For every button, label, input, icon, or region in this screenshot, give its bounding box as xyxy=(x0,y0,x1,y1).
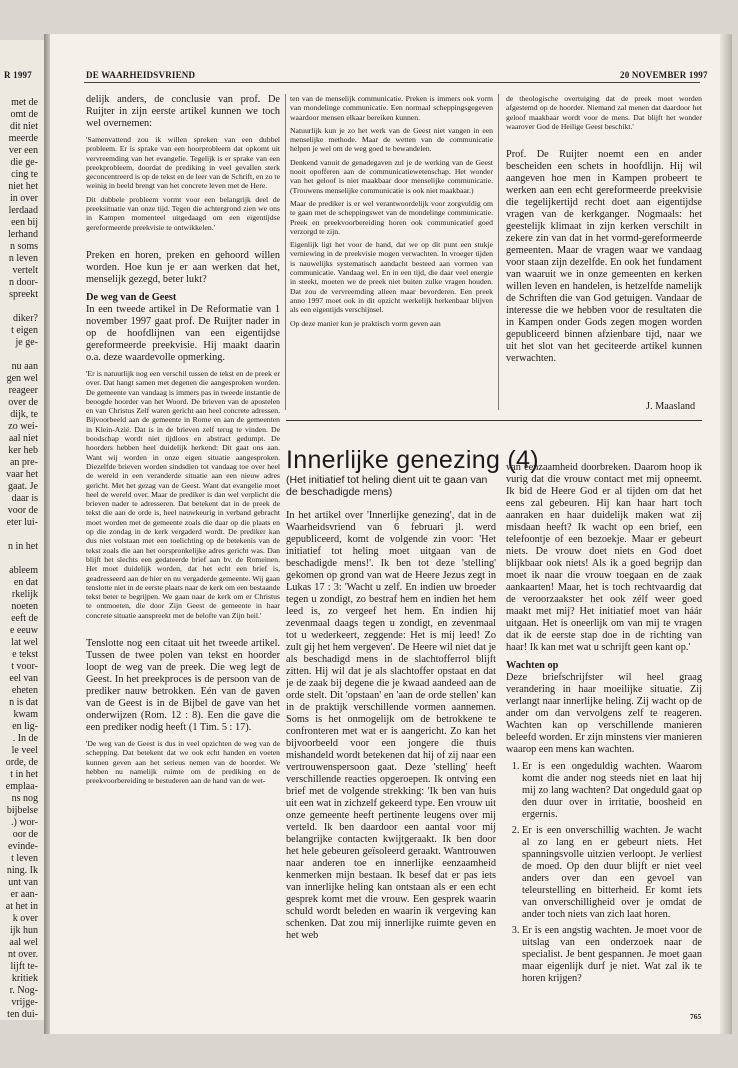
previous-page-line: orde, de xyxy=(5,757,38,768)
previous-page-line: k over xyxy=(12,913,38,924)
previous-page-line: le veel xyxy=(11,745,38,756)
page-edge xyxy=(720,34,732,1034)
col2-quote-para4: Maar de prediker is er wel verantwoordelijk voor zorgvuldig om te gaan met de scheppingswet van de mondelinge communicatie. Preek en preekvoorbereiding horen ook communicatief goed verzorgd te zijn. xyxy=(290,198,493,236)
previous-page-line: evinde- xyxy=(8,841,38,852)
previous-page-line: rkelijk xyxy=(11,589,38,600)
col3-quote-end: de theologische overtuiging dat de preek moet worden afgestemd op de hoorder. Niemand zal menen dat daardoor het geloof maakbaar wordt voor de mens. Dat blijft het wonder waarover God de Heilige Geest beschikt.' xyxy=(506,94,702,131)
previous-page-line: aal niet xyxy=(8,433,38,444)
previous-page-line: ning. Ik xyxy=(6,865,38,876)
column-2-top xyxy=(290,94,493,412)
previous-page-line: vrijge- xyxy=(11,997,38,1008)
previous-page-line: unt van xyxy=(8,877,38,888)
previous-page-line: dijk, te xyxy=(10,409,38,420)
previous-page-line: t voor- xyxy=(11,661,38,672)
previous-page-line: lerhand xyxy=(8,229,38,240)
column-divider-2 xyxy=(498,94,499,410)
previous-page-line: nt over. xyxy=(8,949,38,960)
col1-quote1-para2: Dit dubbele probleem vormt voor een belangrijk deel de preeksituatie van onze tijd. Tegen die achtergrond zien we ons in Kampen momenteel uitgedaagd om een eigentijdse gereformeerde preekvisie te ontwikkelen.' xyxy=(86,194,280,232)
previous-page-line: ten dui- xyxy=(7,1009,38,1020)
article2-paragraph-3: Deze briefschrijfster wil heel graag verandering in haar moeilijke situatie. Zij verlangt naar innerlijke heling. Zij wacht op de ander om dan vervolgens zelf te reageren. Wachten kan op verschillende manieren beleefd worden. Er zijn minstens vier manieren waarop een mens kan wachten. xyxy=(506,672,702,755)
col1-quote1-para1: 'Samenvattend zou ik willen spreken van een dubbel probleem. Er is sprake van een hoorprobleem dat opkomt uit vervreemding van het evangelie. Tegelijk is er sprake van een preekprobleem, doordat de prediking in veel gevallen sterk geconcentreerd is op de tekst en de leer van de Schrift, en zo te weinig in beeld brengt van het concrete leven met de Here. xyxy=(86,135,280,191)
previous-page-line: een bij xyxy=(11,217,38,228)
previous-page-line: omt de xyxy=(10,109,38,120)
col2-quote-para2: Natuurlijk kun je zo het werk van de Geest niet vangen in een menselijke methode. Maar de wetten van de communicatie helpen je wel om de weg goed te bewandelen. xyxy=(290,125,493,154)
col3-paragraph-1: Prof. De Ruijter noemt een en ander bescheiden een schets in hoofdlijn. Hij wil aangeven hoe men in Kampen probeert te werken aan een echt gereformeerde preekvisie die tegelijkertijd recht doet aan eigentijdse vragen van de kerkganger. Nogmaals: het geestelijk klimaat in zijn kerken verschilt in zekere zin van dat in het vormd-gereformeerde gemeenten. Maar de vragen waar we vandaag voor staan zijn dezelfde. En ook het fundament van waaruit we in onze gemeenten en kerken willen leven en handelen, is hetzelfde namelijk de Schriften die van God getuigen. Vandaar de interesse die we hebben voor de resultaten die in Kampen onder Gods zegen mogen worden gepubliceerd binnen afzienbare tijd, naar we uit het slot van het geciteerde artikel kunnen verwachten. xyxy=(506,149,702,365)
col1-quote2: 'Er is natuurlijk nog een verschil tussen de tekst en de preek er over. Dat hangt samen met degenen die aangesproken worden. De gemeente van vandaag is immers pas in tweede instantie de beoogde hoorder van het Woord. De brieven van de apostelen en van Christus Zelf waren gericht aan heel concrete adressen. Bijvoorbeeld aan de gemeente in Rome en aan de gemeenten in Klein-Azië. Dat is in de brieven zelf terug te vinden. De boodschap wordt niet tijdloos en abstract gedumpt. De hoorders hebben heel duidelijk herkend: Dit gaat ons aan. Want wij worden in onze eigen situatie aangesproken. Diezelfde brieven worden sindsdien tot vandaag toe over heel de wereld in een veranderde situatie aan een nieuw adres gericht. Met het gezag van de Geest. Want dat evangelie moet heel de wereld over. Maar de prediker is dan wel verplicht die brieven nader te adresseren. Dat betekent dat in de preek de tekst die aan de orde is, heel nauwkeurig in verband gebracht moet worden met de gemeente zoals die daar op die plaats en op die zondag in de kerk vergaderd wordt. De prediker kan dus niet volstaan met een toelichting op de betekenis van de tekst zoals die aan het oorspronkelijke adres gericht was. Dan blijft het slechts een gedateerde brief aan bv. de Romeinen. Het moet duidelijk worden, dat het echt een brief is, geadresseerd aan de hier en nu vergaderde gemeente. Wij gaan tenslotte niet in de eerste plaats naar de kerk om een bestaande tekst beter te begrijpen. We gaan naar de kerk om er Christus te ontmoeten, die door Zijn Geest de gemeente in haar concrete situatie aanspreekt met de belofte van Zijn heil.' xyxy=(86,368,280,620)
col1-heading: De weg van de Geest xyxy=(86,291,177,303)
previous-page-line: e eeuw xyxy=(9,625,38,636)
page-fold xyxy=(44,34,50,1034)
col1-intro: delijk anders, de conclusie van prof. De Ruijter in zijn eerste artikel kunnen we toch wel overnemen: xyxy=(86,94,280,129)
article2-column-2 xyxy=(506,462,702,1006)
previous-page-line: die ge- xyxy=(10,157,38,168)
previous-page-line: met de xyxy=(11,97,38,108)
previous-page-line: in over xyxy=(9,193,38,204)
list-item: 2. Er is een onverschillig wachten. Je wacht al zo lang en er gebeurt niets. Het spanningsvolle uitzien verloopt. Je verliest de moed. Op den duur blijft er niet veel anders over dan een gevoel van teleurstelling en bitterheid. Er komt iets van onverschilligheid over je omdat de ander toch niets van zich laat horen. xyxy=(522,825,702,921)
previous-page-line: lat wel xyxy=(11,637,38,648)
previous-page-line: eter lui- xyxy=(6,517,38,528)
previous-page-line: n door- xyxy=(9,277,38,288)
article-title: Innerlijke genezing (4) xyxy=(286,446,539,474)
col1-paragraph-3: In een tweede artikel in De Reformatie van 1 november 1997 gaat prof. De Ruijter nader in op de hoofdlijnen van een eigentijdse gereformeerde preekvisie. Hij maakt daarin o.a. deze waardevolle opmerking. xyxy=(86,303,280,363)
waiting-list xyxy=(506,761,702,985)
previous-page-line: aal wel xyxy=(9,937,38,948)
previous-page-line: emplaa- xyxy=(5,781,38,792)
previous-page-line: at het in xyxy=(5,901,38,912)
previous-page-line: spreekt xyxy=(9,289,38,300)
running-header-title: DE WAARHEIDSVRIEND xyxy=(86,70,196,80)
previous-page-line: noeten xyxy=(11,601,38,612)
previous-page-header: R 1997 xyxy=(4,70,32,80)
previous-page-line xyxy=(0,529,38,541)
previous-page-line: ker heb xyxy=(8,445,38,456)
previous-page-line: n soms xyxy=(9,241,38,252)
previous-page-line: kwam xyxy=(13,709,38,720)
article-subtitle: (Het initiatief tot heling dient uit te gaan van de beschadigde mens) xyxy=(286,474,488,498)
previous-page-line: e tekst xyxy=(12,649,38,660)
previous-page-line: daar is xyxy=(11,493,38,504)
previous-page-line: en lig- xyxy=(12,721,38,732)
article2-column-1 xyxy=(286,510,496,1004)
running-header-date: 20 NOVEMBER 1997 xyxy=(620,70,708,80)
previous-page-line: eheten xyxy=(11,685,38,696)
previous-page-line: eeft de xyxy=(11,613,38,624)
previous-page-line: kritiek xyxy=(11,973,38,984)
previous-page-line: t in het xyxy=(10,769,38,780)
previous-page-line: niet het xyxy=(8,181,38,192)
previous-page-line: . In de xyxy=(12,733,38,744)
previous-page-line: ableem xyxy=(9,565,38,576)
col2-quote-para5: Eigenlijk ligt het voor de hand, dat we op dit punt een stukje verniewing in de preekvisie mogen verwachten. In vroeger tijden is nauwelijks systematisch aandacht besteed aan vormen van communicatie. Vandaag wel. En in een tijd, die daar veel energie in steekt, moeten we de preek niet buiten zulke vragen houden. Dat zou de vervreemding alleen maar bevorderen. Een preek anno 1997 moet ook in dit opzicht werkelijk herkenbaar blijven als een eigentijds verschijnsel. xyxy=(290,240,493,315)
column-divider-1 xyxy=(285,94,286,410)
col2-quote-para1: ten van de menselijk communicatie. Preken is immers ook vorm van mondelinge communicatie. Een normaal scheppingsgegeven waardoor mensen elkaar bereiken kunnen. xyxy=(290,94,493,122)
page-number: 765 xyxy=(690,1012,702,1021)
previous-page-line: zo wei- xyxy=(8,421,38,432)
previous-page-line: je ge- xyxy=(15,337,38,348)
header-rule xyxy=(84,82,700,83)
previous-page-line: reageer xyxy=(8,385,38,396)
previous-page-line: r. Nog- xyxy=(9,985,38,996)
previous-page-line: t leven xyxy=(11,853,38,864)
col2-quote-para3: Denkend vanuit de genadegaven zul je de werking van de Geest nooit opofferen aan de communicatiewetenschap. Het wonder van het geloof is niet maakbaar door menselijke communicatie. (Trouwens menselijke communicatie is ook niet maakbaar.) xyxy=(290,157,493,195)
previous-page-line: t eigen xyxy=(11,325,38,336)
previous-page-line: en dat xyxy=(13,577,38,588)
col1-quote3: 'De weg van de Geest is dus in veel opzichten de weg van de schepping. Dat betekent dat we ook echt handen en voeten kunnen geven aan het serieus nemen van de hoorder. We hebben nu namelijk ruimte om de prediking en de preekvoorbereiding te bestuderen aan de hand van de wet- xyxy=(86,738,280,786)
col1-paragraph-4: Tenslotte nog een citaat uit het tweede artikel. Tussen de twee polen van tekst en hoorder loopt de weg van de preek. Die weg legt de Geest. In het preekproces is de persoon van de prediker nauw betrokken. Eén van de gaven van de Geest is in de Bijbel de gave van het onderwijzen (Rom. 12 : 8). Een die gave die een prediker nodig heeft (1 Tim. 5 : 17). xyxy=(86,637,280,733)
previous-page-line: eel van xyxy=(9,673,38,684)
previous-page-line: bijbelse xyxy=(6,805,38,816)
article2-paragraph-1: In het artikel over 'Innerlijke genezing', dat in de Waarheidsvriend van 6 februari jl. werd gepubliceerd, komt de volgende zin voor: 'Het initiatief tot heling moet uitgaan van de beschadigde mens!'. Ik ben tot deze 'stelling' gekomen op grond van wat de Heere Jezus zegt in Lukas 17 : 3: 'Wacht u zelf. En indien uw broeder tegen u zondigt, zo bestraf hem en indien het hem leed is, zo vergeef het hem. En indien hij zevenmaal daags tegen u zondigt, en zevenmaal tot u wederkeert, zeggende: Het is mij leed! Zo zult gij het hem vergeven'. De Heere wil niet dat je als beschadigd mens in de slachtofferrol blijft zitten. Hij wil dat je als slachtoffer opstaat en dat je de zaak bij degene die je kwaad aandeed aan de orde stelt. Dit 'opstaan' en 'aan de orde stellen' kan in de praktijk verschillende vormen aannemen. Soms is het onmogelijk om de betrokkene te confronteren met wat er is aangericht. Zo kan het bijvoorbeeld voor een jongere die thuis mishandeld wordt betekenen dat hij of zij naar een vertrouwenspersoon gaat. Deze 'stelling' heeft verschillende reacties opgeroepen. Ik ontving een brief met de volgende strekking: 'Ik ben van huis uit een wat in zichzelf gekeerd type. Een vrouw uit onze gemeente heeft pertinente leugens over mij verteld. Ik ben daardoor een aantal voor mij belangrijke contacten kwijtgeraakt. Ik ben door het hele gebeuren geïsoleerd geraakt. Wantrouwen naar anderen toe en innerlijke eenzaamheid kenmerken mijn bestaan. Ik besef dat er pas iets van innerlijke heling kan ontstaan als er een echt gesprek komt met die vrouw. Een gesprek waarin schuld wordt beleden en waarin ik vergeving kan schenken. Dat zou mij innerlijke ruimte geven en het web xyxy=(286,510,496,941)
previous-page-line: er aan- xyxy=(10,889,38,900)
previous-page-line: ver een xyxy=(8,145,38,156)
column-1 xyxy=(86,94,280,1002)
previous-page-line: n is dat xyxy=(9,697,38,708)
previous-page-line: ns nog xyxy=(11,793,38,804)
column-3-top xyxy=(506,94,702,394)
article2-heading: Wachten op xyxy=(506,660,559,671)
previous-page-line: gen wel xyxy=(6,373,38,384)
col1-paragraph-2: Preken en horen, preken en gehoord willen worden. Hoe kun je er aan werken dat het, menselijk gezegd, beter lukt? xyxy=(86,249,280,285)
previous-page-line: gaat. Je xyxy=(8,481,38,492)
previous-page-line: dit niet xyxy=(9,121,38,132)
previous-page-line: cing te xyxy=(11,169,38,180)
list-item: 3. Er is een angstig wachten. Je moet voor de uitslag van een onderzoek naar de specialist. Je bent gespannen. Je moet gaan maar eigenlijk durf je niet. Wat zal ik te horen krijgen? xyxy=(522,925,702,985)
article2-paragraph-2: van eenzaamheid doorbreken. Daarom hoop ik vurig dat die vrouw contact met mij opneemt. Ik bid de Heere God er al tijden om dat het eens zal gebeuren. Hij kan haar hart toch aanraken en haar duidelijk maken wat zij misdaan heeft? Ik wacht op een brief, een telefoontje of een bezoekje. Maar er gebeurt niets. De vrouw doet niets en God doet blijkbaar ook niets! Als ik a goed begrijp dan moet ik naar die vrouw toegaan en de zaak aankaarten! Maar, het is toch rechtvaardig dat de veroorzaakster het ook zélf weer goed maakt met mij? Het initiatief moet van háár uitgaan. Het is oneerlijk om van mij te vragen dat ik de eerste stap doe in de richting van haar! Ik kan met wat u schrijft geen kant op.' xyxy=(506,462,702,653)
previous-page-line: lijft te- xyxy=(10,961,38,972)
author-signature: J. Maasland xyxy=(646,401,696,412)
previous-page-line: lerdaad xyxy=(8,205,38,216)
previous-page-line: nu aan xyxy=(11,361,38,372)
previous-page-line: .) wor- xyxy=(10,817,38,828)
previous-page-line: vaar het xyxy=(6,469,38,480)
previous-page-line: oor de xyxy=(12,829,38,840)
previous-page-line: over de xyxy=(8,397,38,408)
previous-page-line: n in het xyxy=(8,541,38,552)
previous-page-line: diker? xyxy=(13,313,38,324)
list-item: 1. Er is een ongeduldig wachten. Waarom komt die ander nog steeds niet en laat hij mij zo lang wachten? Dat ongeduld gaat op den duur over in irritatie, boosheid en ergernis. xyxy=(522,761,702,821)
previous-page-line xyxy=(0,349,38,361)
previous-page-line: vertelt xyxy=(12,265,38,276)
previous-page-line: meerde xyxy=(8,133,38,144)
article-separator xyxy=(286,420,702,421)
previous-page-line: voor de xyxy=(7,505,38,516)
previous-page-line xyxy=(0,301,38,313)
previous-page-line: n leven xyxy=(8,253,38,264)
previous-page-line xyxy=(0,553,38,565)
previous-page-text xyxy=(0,97,42,1020)
previous-page-line: an pre- xyxy=(9,457,38,468)
previous-page-strip xyxy=(0,40,44,1020)
previous-page-line: ijk hun xyxy=(9,925,38,936)
col2-quote-para6: Op deze manier kun je praktisch vorm geven aan xyxy=(290,318,441,328)
